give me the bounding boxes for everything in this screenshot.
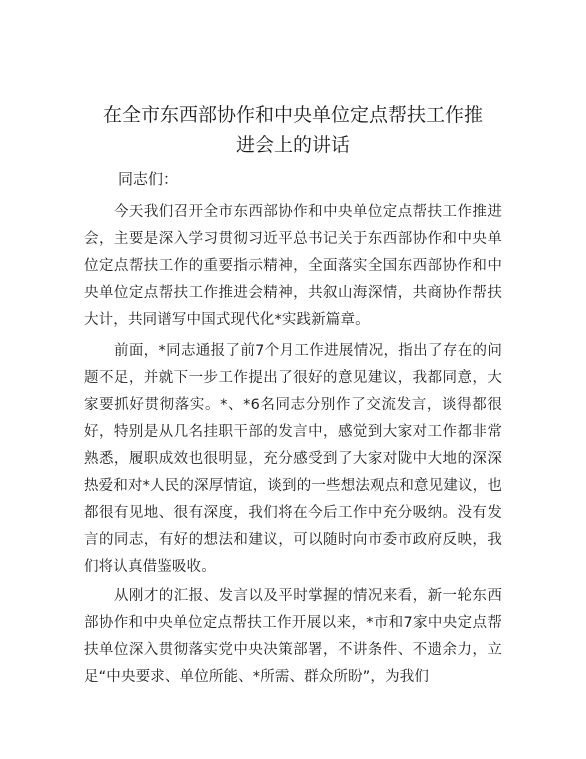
paragraph-3: 从刚才的汇报、发言以及平时掌握的情况来看，新一轮东西部协作和中央单位定点帮扶工作开展以来，*市和7家中央定点帮扶单位深入贯彻落实党中央决策部署，不讲条件、不遗余力，立足“中央要求、单位所能、*所需、群众所盼”，为我们 [84,588,502,685]
paragraph-2: 前面，*同志通报了前7个月工作进展情况，指出了存在的问题不足，并就下一步工作提出了很好的意见建议，我都同意，大家要抓好贯彻落实。*、*6名同志分别作了交流发言，谈得都很好，特别是从几名挂职干部的发言中，感觉到大家对工作都非常熟悉，履职成效也很明显，充分感受到了大家对陇中大地的深深热爱和对*人民的深厚情谊，谈到的一些想法观点和意见建议，也都很有见地、很有深度，我们将在今后工作中充分吸纳。没有发言的同志，有好的想法和建议，可以随时向市委市政府反映，我们将认真借鉴吸收。 [84,343,502,575]
document-title-line-2: 进会上的讲话 [235,134,350,156]
greeting: 同志们： [118,170,179,188]
paragraph-1: 今天我们召开全市东西部协作和中央单位定点帮扶工作推进会，主要是深入学习贯彻习近平总书记关于东西部协作和中央单位定点帮扶工作的重要指示精神，全面落实全国东西部协作和中央单位定点帮扶工作推进会精神，共叙山海深情，共商协作帮扶大计，共同谱写中国式现代化*实践新篇章。 [84,204,502,328]
document-title-line-1: 在全市东西部协作和中央单位定点帮扶工作推 [102,104,483,126]
